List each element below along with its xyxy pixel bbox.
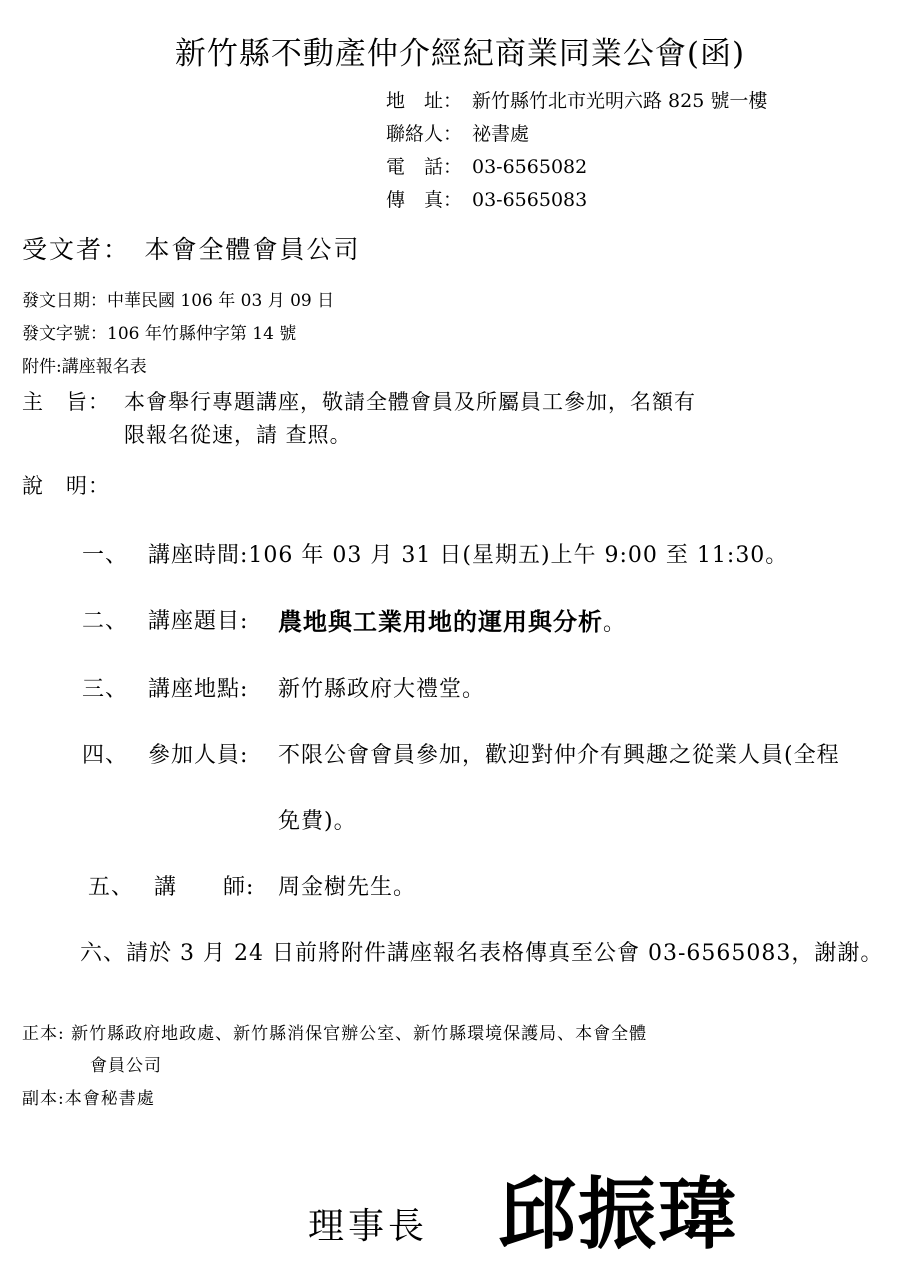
chairman-name: 邱振瑋 bbox=[498, 1170, 739, 1260]
subject-line-2: 限報名從速，請 查照。 bbox=[124, 423, 352, 447]
item-six: 六、請於 3 月 24 日前將附件講座報名表格傳真至公會 03-6565083，謝謝。 bbox=[80, 941, 884, 966]
item-one-number: 一、 bbox=[82, 543, 129, 568]
explanation-label: 說 明： bbox=[22, 474, 110, 498]
item-five-number: 五、 bbox=[88, 875, 135, 900]
item-one-text: 講座時間:106 年 03 月 31 日(星期五)上午 9:00 至 11:30。 bbox=[148, 543, 789, 568]
item-four-label: 參加人員: bbox=[148, 743, 249, 768]
contact-person-label: 聯絡人： bbox=[386, 123, 463, 145]
item-three-label: 講座地點: bbox=[148, 677, 249, 702]
item-four-number: 四、 bbox=[82, 743, 129, 768]
copy-recipients: 副本:本會秘書處 bbox=[22, 1089, 155, 1109]
item-two-number: 二、 bbox=[82, 609, 129, 634]
subject-line-1: 本會舉行專題講座，敬請全體會員及所屬員工參加，名額有 bbox=[124, 390, 696, 414]
document-title: 新竹縣不動產仲介經紀商業同業公會(函) bbox=[174, 36, 746, 72]
item-four-value: 不限公會會員參加，歡迎對仲介有興趣之從業人員(全程 bbox=[278, 743, 840, 768]
item-two-label: 講座題目: bbox=[148, 609, 249, 634]
chairman-title: 理事長 bbox=[308, 1206, 429, 1247]
contact-address bbox=[386, 86, 767, 113]
item-three-number: 三、 bbox=[82, 677, 129, 702]
contact-fax-value: 03-6565083 bbox=[472, 189, 588, 211]
item-two-topic bbox=[278, 602, 626, 637]
contact-address-label: 地 址： bbox=[386, 90, 463, 112]
issue-date: 發文日期：中華民國 106 年 03 月 09 日 bbox=[22, 291, 335, 311]
item-two-tail: 。 bbox=[603, 611, 627, 636]
subject-label: 主 旨： bbox=[22, 390, 110, 414]
contact-fax bbox=[386, 185, 587, 212]
item-five-value: 周金樹先生。 bbox=[278, 875, 417, 900]
attachment: 附件:講座報名表 bbox=[22, 357, 147, 377]
contact-phone-value: 03-6565082 bbox=[472, 156, 588, 178]
contact-phone bbox=[386, 152, 587, 179]
item-three-value: 新竹縣政府大禮堂。 bbox=[278, 677, 486, 702]
contact-fax-label: 傳 真： bbox=[386, 189, 463, 211]
original-recipients-continued: 會員公司 bbox=[90, 1056, 162, 1076]
subject bbox=[22, 386, 696, 452]
contact-person-value: 祕書處 bbox=[472, 123, 530, 145]
contact-address-value: 新竹縣竹北市光明六路 825 號一樓 bbox=[472, 90, 768, 112]
lecture-topic: 農地與工業用地的運用與分析 bbox=[278, 607, 603, 636]
contact-phone-label: 電 話： bbox=[386, 156, 463, 178]
recipient: 受文者： 本會全體會員公司 bbox=[22, 235, 361, 264]
item-four-continuation: 免費)。 bbox=[278, 809, 357, 834]
item-five-label: 講 師: bbox=[154, 875, 255, 900]
issue-number: 發文字號：106 年竹縣仲字第 14 號 bbox=[22, 324, 297, 344]
original-recipients: 正本: 新竹縣政府地政處、新竹縣消保官辦公室、新竹縣環境保護局、本會全體 bbox=[22, 1024, 648, 1044]
contact-person bbox=[386, 119, 529, 146]
